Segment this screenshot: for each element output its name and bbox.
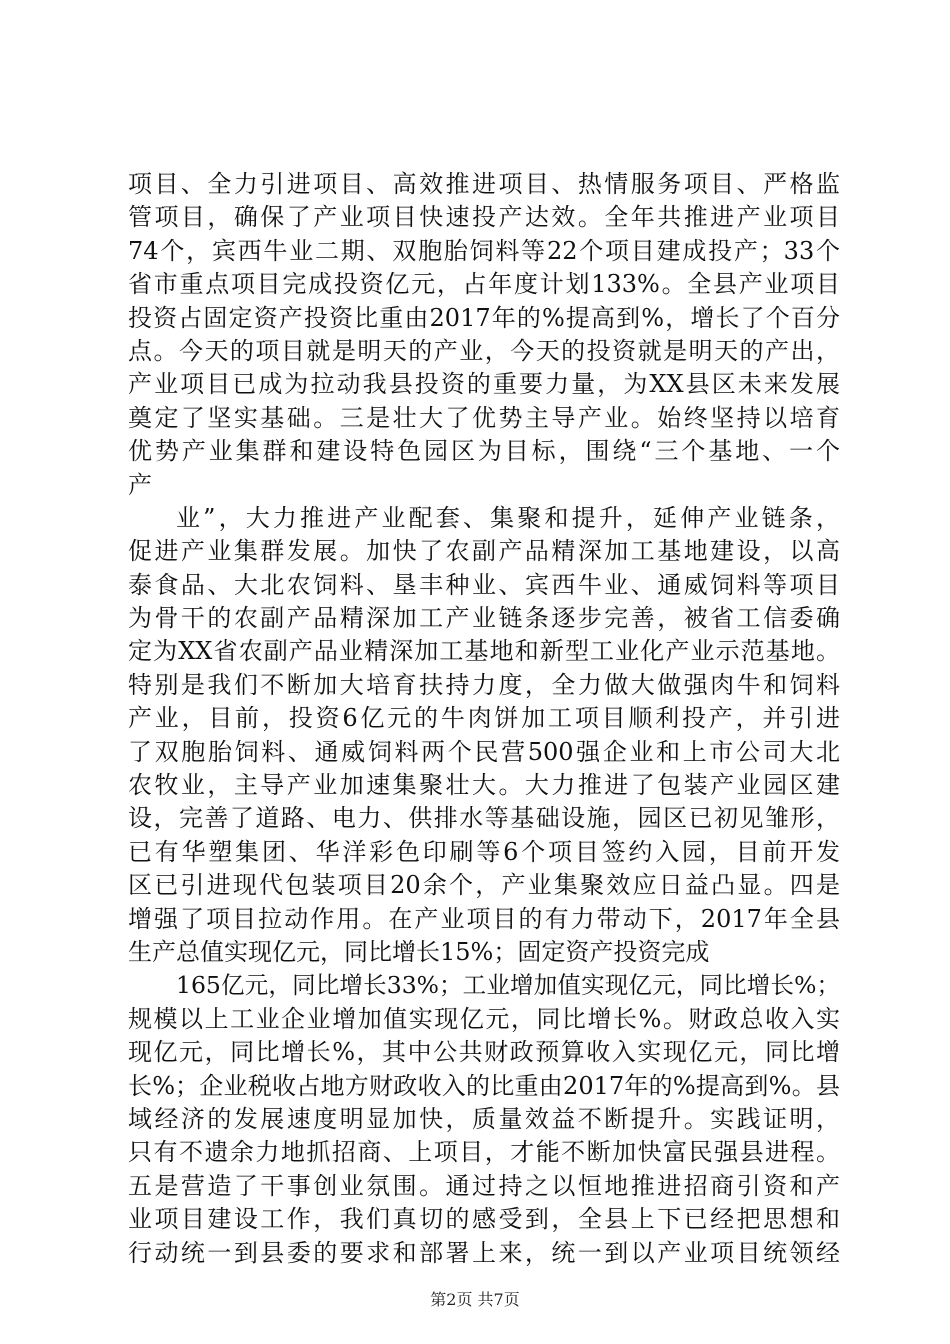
- text-line: 点。今天的项目就是明天的产业，今天的投资就是明天的产出，: [128, 336, 840, 365]
- text-line: 165亿元，同比增长33%；工业增加值实现亿元，同比增长%；: [176, 971, 840, 1000]
- text-line: 定为XX省农副产品业精深加工基地和新型工业化产业示范基地。: [128, 637, 840, 666]
- text-line: 项目、全力引进项目、高效推进项目、热情服务项目、严格监: [128, 170, 840, 198]
- text-line: 五是营造了干事创业氛围。通过持之以恒地推进招商引资和产: [128, 1171, 840, 1200]
- text-line: 投资占固定资产投资比重由2017年的%提高到%，增长了个百分: [128, 303, 840, 332]
- body-text: [128, 168, 840, 1270]
- text-line: 管项目，确保了产业项目快速投产达效。全年共推进产业项目: [128, 203, 840, 232]
- text-line: 现亿元，同比增长%，其中公共财政预算收入实现亿元，同比增: [128, 1038, 840, 1067]
- text-line: 业项目建设工作，我们真切的感受到，全县上下已经把思想和: [128, 1205, 840, 1234]
- text-line: 业”，大力推进产业配套、集聚和提升，延伸产业链条，: [176, 503, 840, 532]
- text-line: 已有华塑集团、华洋彩色印刷等6个项目签约入园，目前开发: [128, 837, 840, 866]
- text-line: 增强了项目拉动作用。在产业项目的有力带动下，2017年全县: [128, 904, 840, 933]
- text-line: 区已引进现代包装项目20余个，产业集聚效应日益凸显。四是: [128, 871, 840, 900]
- text-line: 74个，宾西牛业二期、双胞胎饲料等22个项目建成投产；33个: [128, 236, 840, 265]
- page-number-footer: 第2页 共7页: [430, 1290, 520, 1309]
- text-line: 产业，目前，投资6亿元的牛肉饼加工项目顺利投产，并引进: [128, 704, 840, 733]
- text-line: 产业项目已成为拉动我县投资的重要力量，为XX县区未来发展: [128, 370, 840, 399]
- text-line: 设，完善了道路、电力、供排水等基础设施，园区已初见雏形，: [128, 804, 840, 833]
- text-line: 了双胞胎饲料、通威饲料两个民营500强企业和上市公司大北: [128, 737, 840, 766]
- text-line: 省市重点项目完成投资亿元，占年度计划133%。全县产业项目: [128, 270, 840, 299]
- text-line: 优势产业集群和建设特色园区为目标，围绕“三个基地、一个: [128, 437, 840, 466]
- text-line: 只有不遗余力地抓招商、上项目，才能不断加快富民强县进程。: [128, 1138, 840, 1167]
- text-line: 行动统一到县委的要求和部署上来，统一到以产业项目统领经: [128, 1238, 840, 1267]
- text-line: 特别是我们不断加大培育扶持力度，全力做大做强肉牛和饲料: [128, 670, 840, 699]
- text-line: 产: [128, 470, 152, 499]
- text-line: 长%；企业税收占地方财政收入的比重由2017年的%提高到%。县: [128, 1071, 840, 1100]
- text-line: 生产总值实现亿元，同比增长15%；固定资产投资完成: [128, 937, 710, 966]
- text-line: 为骨干的农副产品精深加工产业链条逐步完善，被省工信委确: [128, 604, 840, 633]
- text-line: 域经济的发展速度明显加快，质量效益不断提升。实践证明，: [128, 1104, 840, 1133]
- text-line: 促进产业集群发展。加快了农副产品精深加工基地建设，以高: [128, 537, 840, 566]
- text-line: 农牧业，主导产业加速集聚壮大。大力推进了包装产业园区建: [128, 771, 840, 800]
- text-line: 规模以上工业企业增加值实现亿元，同比增长%。财政总收入实: [128, 1004, 840, 1033]
- text-line: 泰食品、大北农饲料、垦丰种业、宾西牛业、通威饲料等项目: [128, 570, 840, 599]
- text-line: 奠定了坚实基础。三是壮大了优势主导产业。始终坚持以培育: [128, 403, 840, 432]
